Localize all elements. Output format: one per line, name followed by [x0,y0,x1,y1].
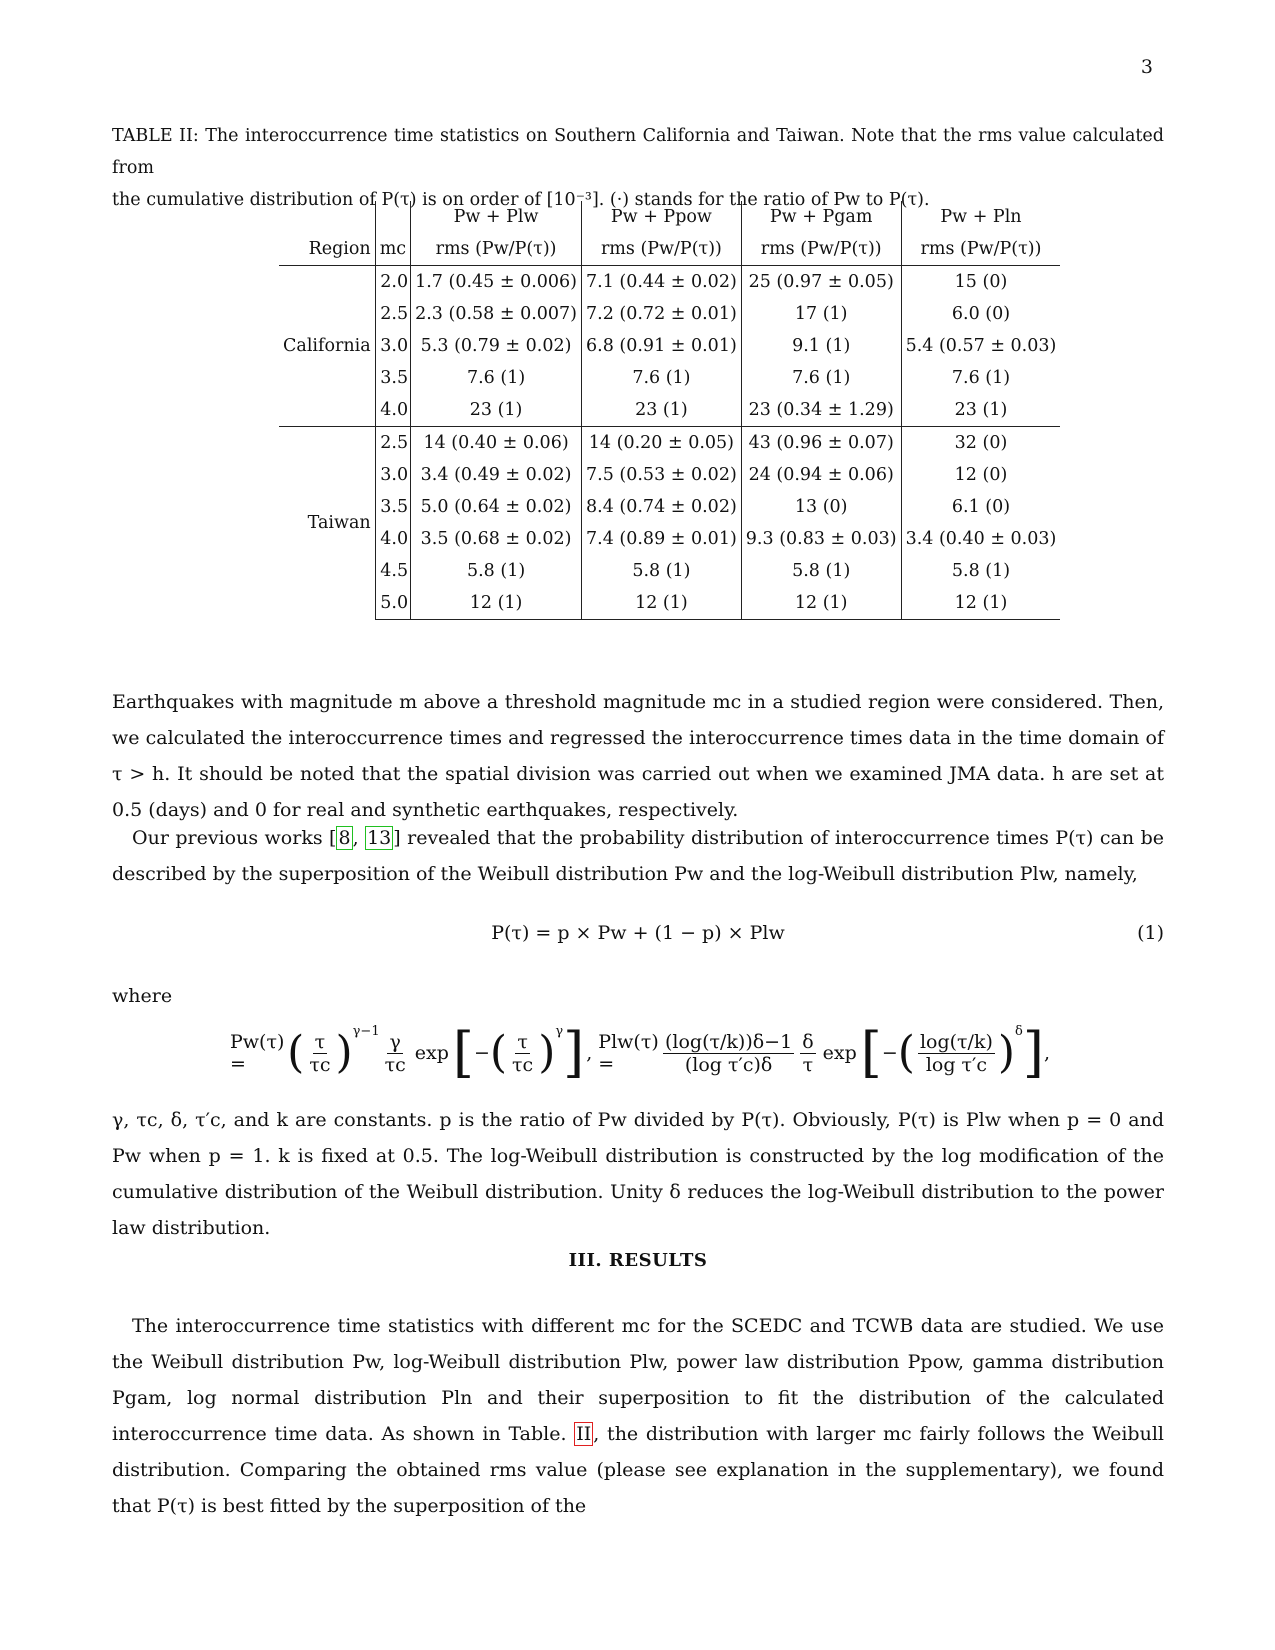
header-plw: Pw + Plw [411,201,582,233]
cell-lw: 3.5 (0.68 ± 0.02) [411,523,582,555]
citation-8[interactable]: 8 [338,827,351,849]
exp-1: exp [414,1042,449,1064]
cell-lw: 5.0 (0.64 ± 0.02) [411,491,582,523]
plw-fraction: $\frac{(\log(\tau/k))\delta-1}{\text{(log τ′c)δ}}$ [664,1030,793,1076]
cell-mc: 3.5 [375,491,410,523]
cell-pow: 7.2 (0.72 ± 0.01) [582,298,742,330]
cell-mc: 4.5 [375,555,410,587]
header-region: Region [308,239,371,259]
header-ppow: Pw + Ppow [582,201,742,233]
paragraph-4 [112,1308,1164,1524]
header-mc: mc [375,233,410,266]
para4-after: , the distribution with larger mc fairly follows the Weibull distribution. Comparing the obtained rms value (please see explanation in the supplementary), we found that P(τ) is best fitted by the superposition of the [112,1423,1164,1517]
cell-pow: 7.6 (1) [582,362,742,394]
cell-mc: 3.5 [375,362,410,394]
cell-gam: 43 (0.96 ± 0.07) [741,427,901,460]
table-row [279,394,1060,427]
header-blank [279,201,375,233]
cell-mc: 5.0 [375,587,410,620]
table-row [279,362,1060,394]
paren-open-2: ( [489,1027,508,1078]
bracket-close-2: ] [1022,1021,1044,1084]
cell-pow: 7.5 (0.53 ± 0.02) [582,459,742,491]
citation-13[interactable]: 13 [367,827,392,849]
region-taiwan: Taiwan [279,427,375,620]
cell-mc: 2.5 [375,427,410,460]
header-blank-mc [375,201,410,233]
cell-pow: 5.8 (1) [582,555,742,587]
cell-pow: 23 (1) [582,394,742,427]
paragraph-2 [112,820,1164,892]
cell-gam: 17 (1) [741,298,901,330]
paragraph-1: Earthquakes with magnitude m above a threshold magnitude mc in a studied region were considered. Then, we calculated the interoccurrence times and regressed the interoccurrence times data in the time domain of τ > h. It should be noted that the spatial division was carried out when we examined JMA data. h are set at 0.5 (days) and 0 for real and synthetic earthquakes, respectively. [112,691,1164,821]
page-number: 3 [1140,56,1153,78]
cell-gam: 12 (1) [741,587,901,620]
cell-gam: 7.6 (1) [741,362,901,394]
header-rms-4: rms (Pw/P(τ)) [901,233,1060,266]
comma-2: , [1043,1042,1050,1064]
exp-2: exp [822,1042,857,1064]
cell-ln: 15 (0) [901,266,1060,299]
para2-after: ] revealed that the probability distribution of interoccurrence times P(τ) can be described by the superposition of the Weibull distribution Pw and the log-Weibull distribution Plw, namely, [112,827,1164,885]
cell-lw: 12 (1) [411,587,582,620]
gamma-over-tauc: $\frac{\gamma}{\tau c}$ [384,1030,406,1076]
header-pln: Pw + Pln [901,201,1060,233]
cell-mc: 2.5 [375,298,410,330]
equation-1 [112,922,1164,958]
cell-gam: 9.3 (0.83 ± 0.03) [741,523,901,555]
cell-pow: 8.4 (0.74 ± 0.02) [582,491,742,523]
cell-ln: 6.0 (0) [901,298,1060,330]
table-row [279,427,1060,460]
table-row [279,555,1060,587]
cell-ln: 32 (0) [901,427,1060,460]
header-rms-1: rms (Pw/P(τ)) [411,233,582,266]
cell-lw: 1.7 (0.45 ± 0.006) [411,266,582,299]
header-rms-3: rms (Pw/P(τ)) [741,233,901,266]
table-row [279,523,1060,555]
bracket-open: [ [452,1021,474,1084]
minus-sign: − [473,1042,490,1064]
table-row [279,266,1060,299]
delta-over-tau: $\frac{\delta}{\tau}$ [802,1030,814,1076]
cell-gam: 23 (0.34 ± 1.29) [741,394,901,427]
cell-gam: 24 (0.94 ± 0.06) [741,459,901,491]
equation-1-body: P(τ) = p × Pw + (1 − p) × Plw [491,922,785,944]
paren-close-3: ) [997,1027,1016,1078]
cell-pow: 14 (0.20 ± 0.05) [582,427,742,460]
cell-ln: 3.4 (0.40 ± 0.03) [901,523,1060,555]
cell-mc: 3.0 [375,330,410,362]
paren-open-3: ( [897,1027,915,1078]
cell-ln: 12 (0) [901,459,1060,491]
cell-ln: 5.4 (0.57 ± 0.03) [901,330,1060,362]
cell-pow: 7.4 (0.89 ± 0.01) [582,523,742,555]
equation-number: (1) [1137,922,1164,944]
cell-ln: 12 (1) [901,587,1060,620]
log-fraction: $\frac{\log(\tau/k)}{\text{log τ′c}}$ [919,1030,993,1076]
header-rms-2: rms (Pw/P(τ)) [582,233,742,266]
cell-lw: 14 (0.40 ± 0.06) [411,427,582,460]
cell-lw: 5.3 (0.79 ± 0.02) [411,330,582,362]
plw-lhs: Plw(τ) = [598,1031,659,1075]
cell-gam: 13 (0) [741,491,901,523]
paragraph-3: γ, τc, δ, τ′c, and k are constants. p is the ratio of Pw divided by P(τ). Obviously, P(τ) is Plw when p = 0 and Pw when p = 1. k is fixed at 0.5. The log-Weibull distribution is constructed by the log modification of the cumulative distribution of the Weibull distribution. Unity δ reduces the log-Weibull distribution to the power law distribution. [112,1109,1164,1239]
cell-mc: 3.0 [375,459,410,491]
caption-line-2: the cumulative distribution of P(τ) is on order of [10⁻³]. (·) stands for the ratio of Pw to P(τ). [112,190,930,210]
table-row [279,330,1060,362]
cell-pow: 12 (1) [582,587,742,620]
exp-gamma: γ [555,1024,564,1039]
bracket-open-2: [ [860,1021,882,1084]
para4-before: The interoccurrence time statistics with different mc for the SCEDC and TCWB data are studied. We use the Weibull distribution Pw, log-Weibull distribution Plw, power law distribution Ppow, gamma distribution Pgam, log normal distribution Pln and their superposition to fit the distribution of the calculated interoccurrence time data. As shown in Table. [112,1315,1164,1445]
paren-open: ( [287,1027,305,1078]
cell-mc: 2.0 [375,266,410,299]
cell-pow: 6.8 (0.91 ± 0.01) [582,330,742,362]
cell-ln: 23 (1) [901,394,1060,427]
minus-sign-2: − [881,1042,898,1064]
table-ref-link[interactable]: II [576,1423,592,1445]
where-label: where [112,985,173,1007]
exp-gamma-minus-1: γ−1 [352,1024,380,1039]
cell-ln: 7.6 (1) [901,362,1060,394]
cell-pow: 7.1 (0.44 ± 0.02) [582,266,742,299]
cell-lw: 7.6 (1) [411,362,582,394]
cell-mc: 4.0 [375,394,410,427]
cell-gam: 5.8 (1) [741,555,901,587]
pw-lhs: Pw(τ) = [230,1031,285,1075]
cell-mc: 4.0 [375,523,410,555]
caption-line-1: TABLE II: The interoccurrence time statistics on Southern California and Taiwan. Note that the rms value calculated from [112,126,1164,178]
bracket-close: ] [563,1021,585,1084]
para2-sep: , [352,827,366,849]
cell-gam: 25 (0.97 ± 0.05) [741,266,901,299]
distribution-formulas [230,1018,1050,1088]
exp-delta: δ [1015,1024,1023,1039]
region-california: California [279,266,375,427]
cell-lw: 23 (1) [411,394,582,427]
statistics-table [279,201,1060,620]
tau-over-tauc-2: $\frac{\tau}{\tau c}$ [512,1030,534,1076]
comma-1: , [586,1042,593,1064]
paren-close-2: ) [538,1027,556,1078]
section-title: III. RESULTS [568,1250,708,1271]
table-row [279,587,1060,620]
table-row [279,459,1060,491]
header-pgam: Pw + Pgam [741,201,901,233]
cell-lw: 5.8 (1) [411,555,582,587]
cell-lw: 2.3 (0.58 ± 0.007) [411,298,582,330]
table-row [279,491,1060,523]
cell-ln: 6.1 (0) [901,491,1060,523]
tau-over-tauc: $\frac{\tau}{\tau c}$ [309,1030,331,1076]
paren-close: ) [335,1027,353,1078]
cell-lw: 3.4 (0.49 ± 0.02) [411,459,582,491]
para2-before: Our previous works [ [132,827,337,849]
table-row [279,298,1060,330]
cell-ln: 5.8 (1) [901,555,1060,587]
cell-gam: 9.1 (1) [741,330,901,362]
